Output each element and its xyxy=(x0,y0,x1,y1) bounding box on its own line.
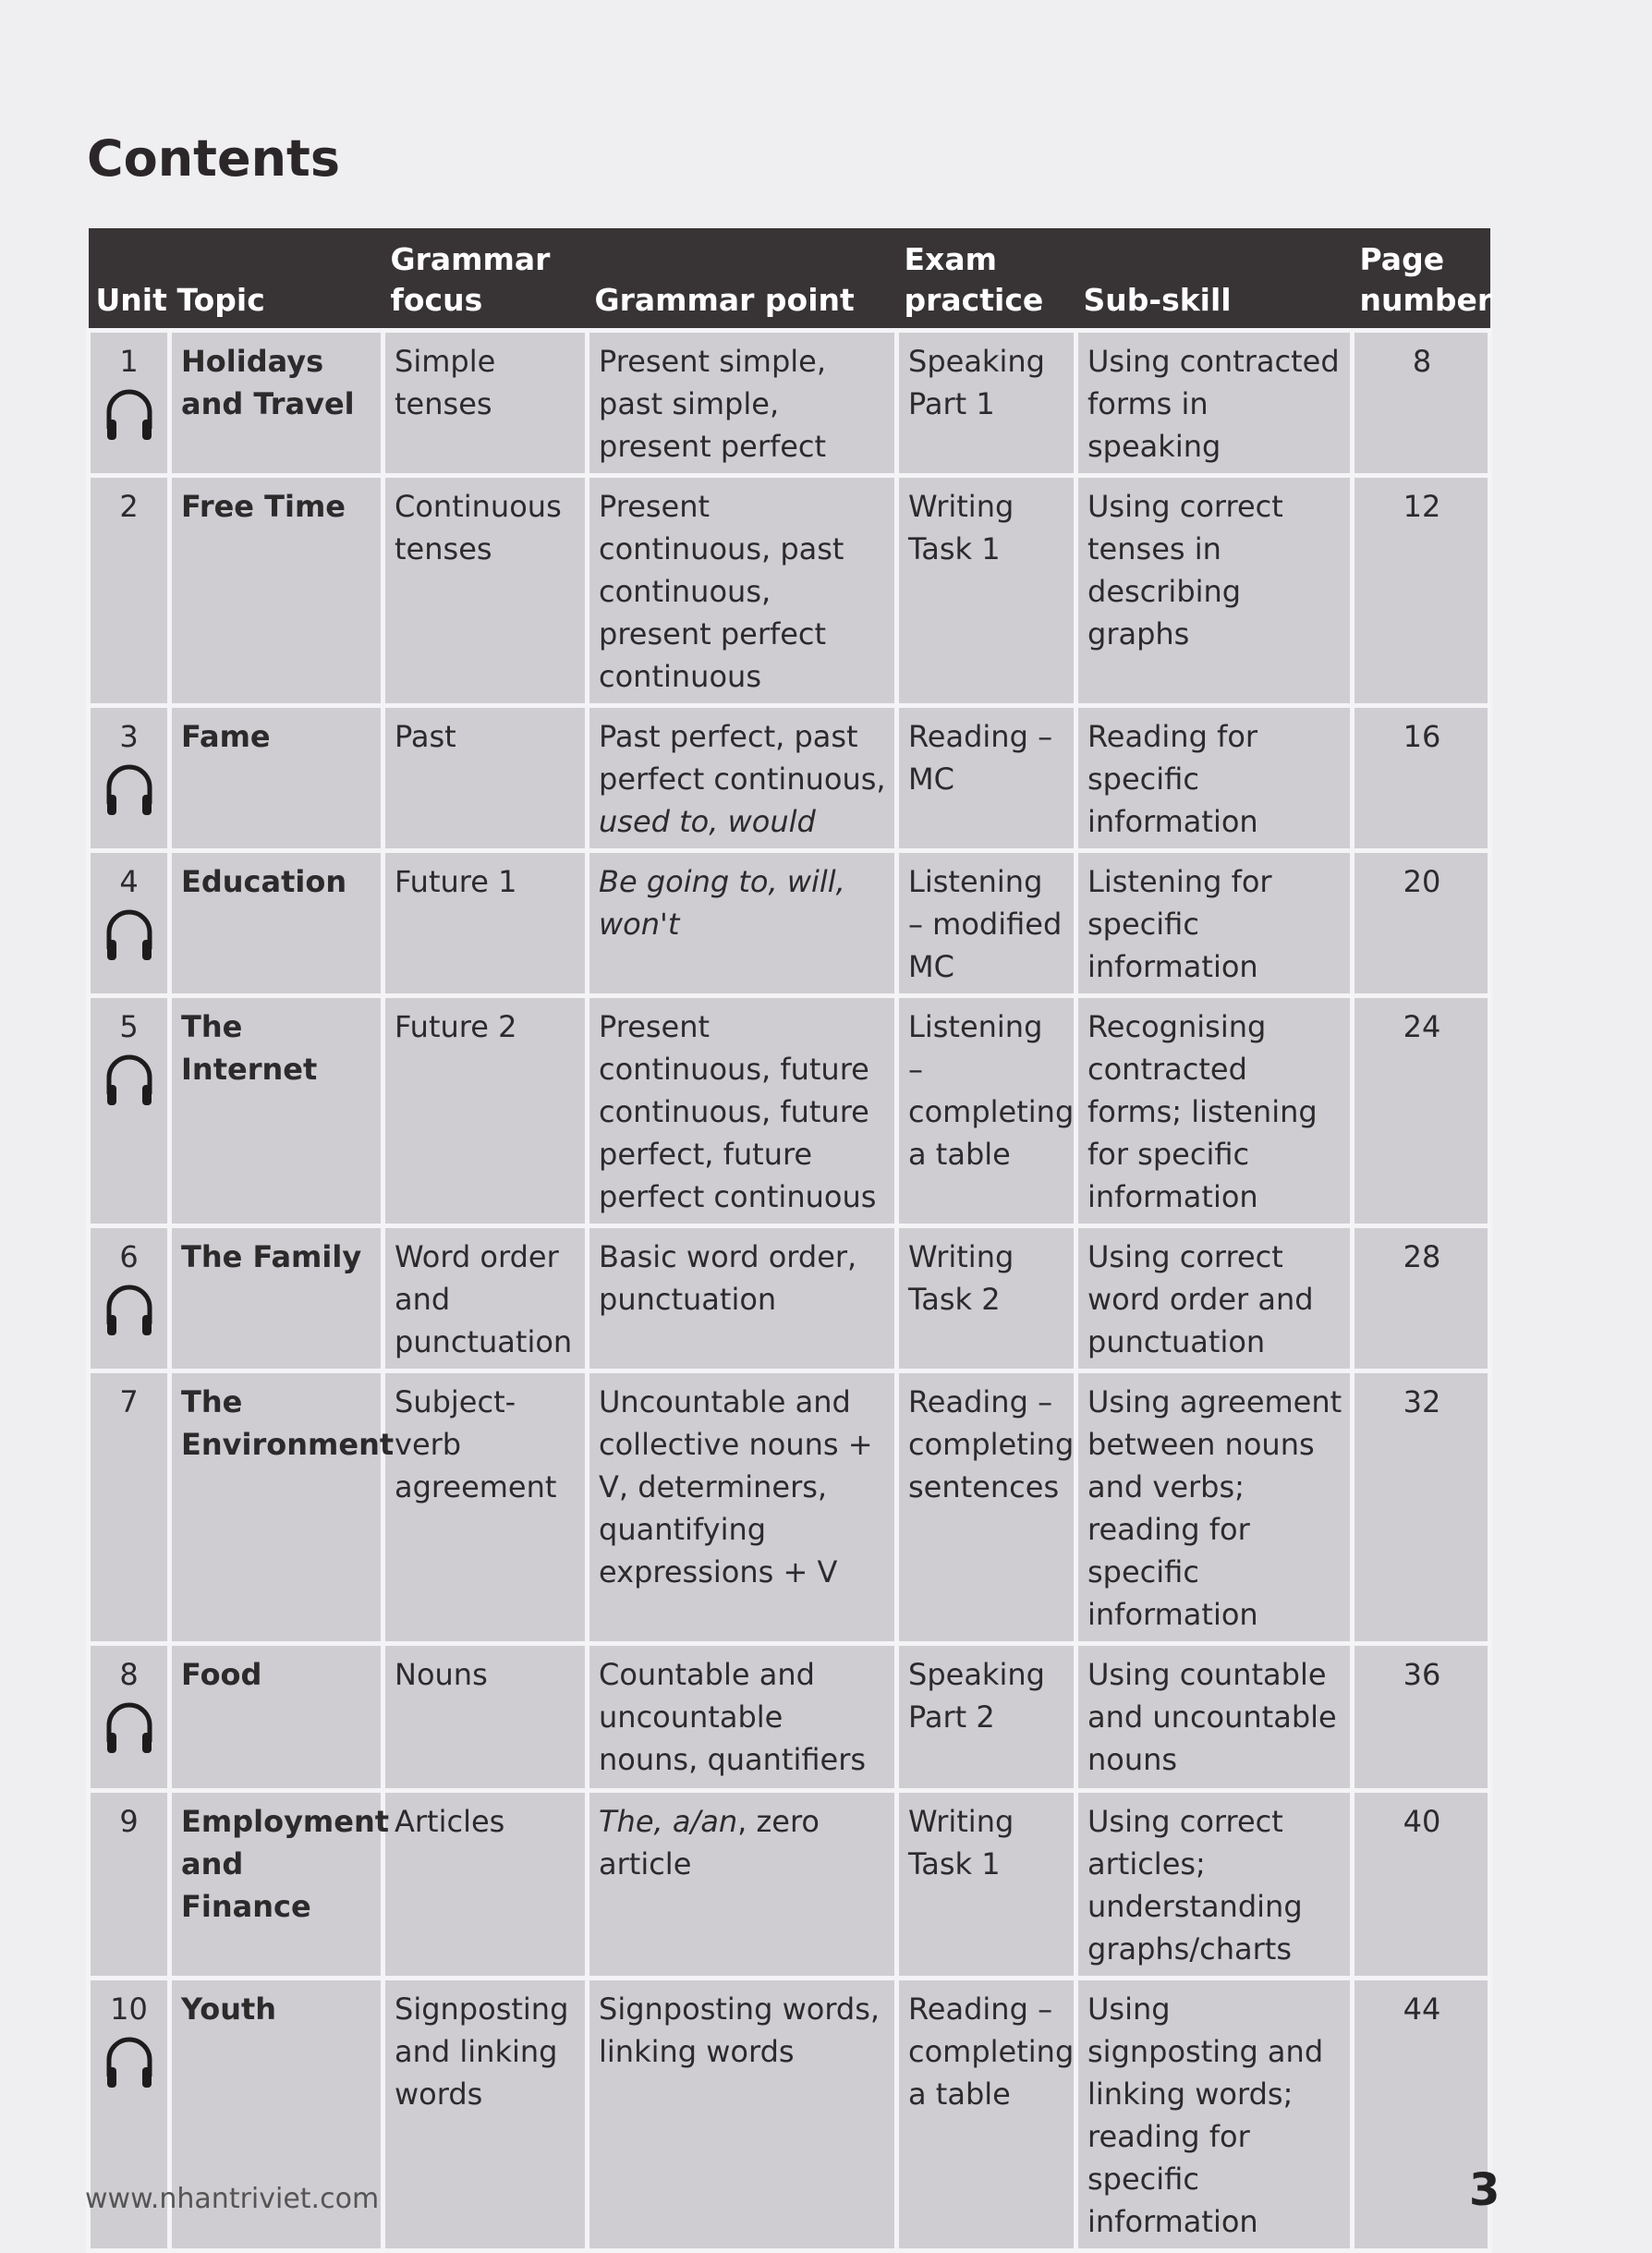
header-unit: Unit xyxy=(89,228,170,331)
unit-cell xyxy=(89,476,170,706)
unit-number: 5 xyxy=(119,1009,139,1044)
page-number-cell: 44 xyxy=(1353,1979,1490,2251)
grammar-point-cell xyxy=(588,706,897,851)
topic-cell: Youth xyxy=(170,1979,383,2251)
grammar-focus-cell: Continuous tenses xyxy=(383,476,588,706)
unit-cell xyxy=(89,851,170,996)
page-number: 3 xyxy=(1469,2164,1500,2216)
page-title: Contents xyxy=(87,129,341,188)
grammar-point-text: Present simple, past simple, present perfect xyxy=(599,344,827,464)
grammar-focus-cell: Articles xyxy=(383,1791,588,1979)
sub-skill-cell: Using contracted forms in speaking xyxy=(1076,331,1353,476)
grammar-focus-cell: Subject-verb agreement xyxy=(383,1371,588,1644)
topic-cell: The Environment xyxy=(170,1371,383,1644)
header-topic: Topic xyxy=(170,228,383,331)
grammar-focus-cell: Nouns xyxy=(383,1644,588,1791)
unit-cell xyxy=(89,1791,170,1979)
unit-number: 4 xyxy=(119,864,139,899)
unit-number: 8 xyxy=(119,1657,139,1692)
unit-number: 1 xyxy=(119,344,139,379)
exam-practice-cell: Writing Task 1 xyxy=(897,476,1076,706)
grammar-point-cell xyxy=(588,1791,897,1979)
grammar-point-text: Countable and uncountable nouns, quantifiers xyxy=(599,1657,867,1777)
sub-skill-cell: Using signposting and linking words; reading for specific information xyxy=(1076,1979,1353,2251)
grammar-focus-cell: Signposting and linking words xyxy=(383,1979,588,2251)
exam-practice-cell: Speaking Part 2 xyxy=(897,1644,1076,1791)
sub-skill-cell: Recognising contracted forms; listening for specific information xyxy=(1076,996,1353,1226)
sub-skill-cell: Using correct articles; understanding graphs/charts xyxy=(1076,1791,1353,1979)
grammar-point-text: Present continuous, future continuous, future perfect, future perfect continuous xyxy=(599,1009,877,1214)
topic-cell: Free Time xyxy=(170,476,383,706)
topic-cell: Fame xyxy=(170,706,383,851)
topic-cell: Food xyxy=(170,1644,383,1791)
topic-cell: The Internet xyxy=(170,996,383,1226)
grammar-point-cell xyxy=(588,331,897,476)
unit-cell xyxy=(89,996,170,1226)
exam-practice-cell: Listening – completing a table xyxy=(897,996,1076,1226)
table-row xyxy=(89,476,1490,706)
grammar-focus-cell: Word order and punctuation xyxy=(383,1226,588,1371)
page-number-cell: 28 xyxy=(1353,1226,1490,1371)
grammar-focus-cell: Future 2 xyxy=(383,996,588,1226)
unit-number: 6 xyxy=(119,1239,139,1274)
grammar-focus-cell: Future 1 xyxy=(383,851,588,996)
header-grammar-focus: Grammar focus xyxy=(383,228,588,331)
grammar-point-cell xyxy=(588,1644,897,1791)
grammar-point-text: Uncountable and collective nouns + V, determiners, quantifying expressions + V xyxy=(599,1384,873,1589)
headphones-icon xyxy=(102,1050,157,1107)
grammar-point-cell xyxy=(588,1371,897,1644)
unit-number: 3 xyxy=(119,719,139,754)
unit-number: 2 xyxy=(119,489,139,524)
grammar-point-cell xyxy=(588,476,897,706)
table-header-row xyxy=(89,228,1490,331)
header-page-number: Page number xyxy=(1353,228,1490,331)
header-exam-practice: Exam practice xyxy=(897,228,1076,331)
page-number-cell: 8 xyxy=(1353,331,1490,476)
exam-practice-cell: Writing Task 2 xyxy=(897,1226,1076,1371)
unit-cell xyxy=(89,1226,170,1371)
grammar-point-text: Present continuous, past continuous, present perfect continuous xyxy=(599,489,844,694)
exam-practice-cell: Reading – completing a table xyxy=(897,1979,1076,2251)
table-row xyxy=(89,706,1490,851)
page-number-cell: 24 xyxy=(1353,996,1490,1226)
table-row xyxy=(89,331,1490,476)
exam-practice-cell: Writing Task 1 xyxy=(897,1791,1076,1979)
exam-practice-cell: Listening – modified MC xyxy=(897,851,1076,996)
sub-skill-cell: Listening for specific information xyxy=(1076,851,1353,996)
page-number-cell: 36 xyxy=(1353,1644,1490,1791)
table-row xyxy=(89,851,1490,996)
table-row xyxy=(89,1791,1490,1979)
grammar-point-cell xyxy=(588,996,897,1226)
page-number-cell: 16 xyxy=(1353,706,1490,851)
headphones-icon xyxy=(102,760,157,817)
table-row xyxy=(89,1644,1490,1791)
grammar-point-text: , zero article xyxy=(599,1804,820,1882)
page-number-cell: 20 xyxy=(1353,851,1490,996)
grammar-point-text: Signposting words, linking words xyxy=(599,1991,881,2069)
grammar-point-text: Past perfect, past perfect continuous, xyxy=(599,719,886,797)
sub-skill-cell: Using correct word order and punctuation xyxy=(1076,1226,1353,1371)
grammar-point-text: Be going to, will, won't xyxy=(599,864,845,942)
unit-number: 10 xyxy=(110,1991,148,2027)
headphones-icon xyxy=(102,2032,157,2089)
exam-practice-cell: Reading – MC xyxy=(897,706,1076,851)
sub-skill-cell: Using correct tenses in describing graphs xyxy=(1076,476,1353,706)
headphones-icon xyxy=(102,1280,157,1337)
headphones-icon xyxy=(102,1698,157,1755)
table-row xyxy=(89,1371,1490,1644)
page-number-cell: 40 xyxy=(1353,1791,1490,1979)
table-row xyxy=(89,1226,1490,1371)
topic-cell: Employment and Finance xyxy=(170,1791,383,1979)
topic-cell: Holidays and Travel xyxy=(170,331,383,476)
grammar-point-cell xyxy=(588,1979,897,2251)
header-grammar-point: Grammar point xyxy=(588,228,897,331)
exam-practice-cell: Speaking Part 1 xyxy=(897,331,1076,476)
headphones-icon xyxy=(102,905,157,962)
header-sub-skill: Sub-skill xyxy=(1076,228,1353,331)
grammar-point-text: The, a/an xyxy=(599,1804,738,1839)
unit-number: 7 xyxy=(119,1384,139,1419)
topic-cell: The Family xyxy=(170,1226,383,1371)
topic-cell: Education xyxy=(170,851,383,996)
contents-table xyxy=(86,228,1492,2253)
page-number-cell: 32 xyxy=(1353,1371,1490,1644)
sub-skill-cell: Using agreement between nouns and verbs; reading for specific information xyxy=(1076,1371,1353,1644)
grammar-point-text: used to, would xyxy=(599,804,816,839)
headphones-icon xyxy=(102,384,157,442)
grammar-point-cell xyxy=(588,1226,897,1371)
sub-skill-cell: Using countable and uncountable nouns xyxy=(1076,1644,1353,1791)
exam-practice-cell: Reading – completing sentences xyxy=(897,1371,1076,1644)
table-row xyxy=(89,996,1490,1226)
page-number-cell: 12 xyxy=(1353,476,1490,706)
unit-cell xyxy=(89,706,170,851)
unit-cell xyxy=(89,331,170,476)
grammar-focus-cell: Simple tenses xyxy=(383,331,588,476)
grammar-focus-cell: Past xyxy=(383,706,588,851)
grammar-point-cell xyxy=(588,851,897,996)
unit-cell xyxy=(89,1644,170,1791)
footer-url[interactable]: www.nhantriviet.com xyxy=(85,2183,380,2215)
unit-number: 9 xyxy=(119,1804,139,1839)
grammar-point-text: Basic word order, punctuation xyxy=(599,1239,857,1317)
sub-skill-cell: Reading for specific information xyxy=(1076,706,1353,851)
unit-cell xyxy=(89,1371,170,1644)
